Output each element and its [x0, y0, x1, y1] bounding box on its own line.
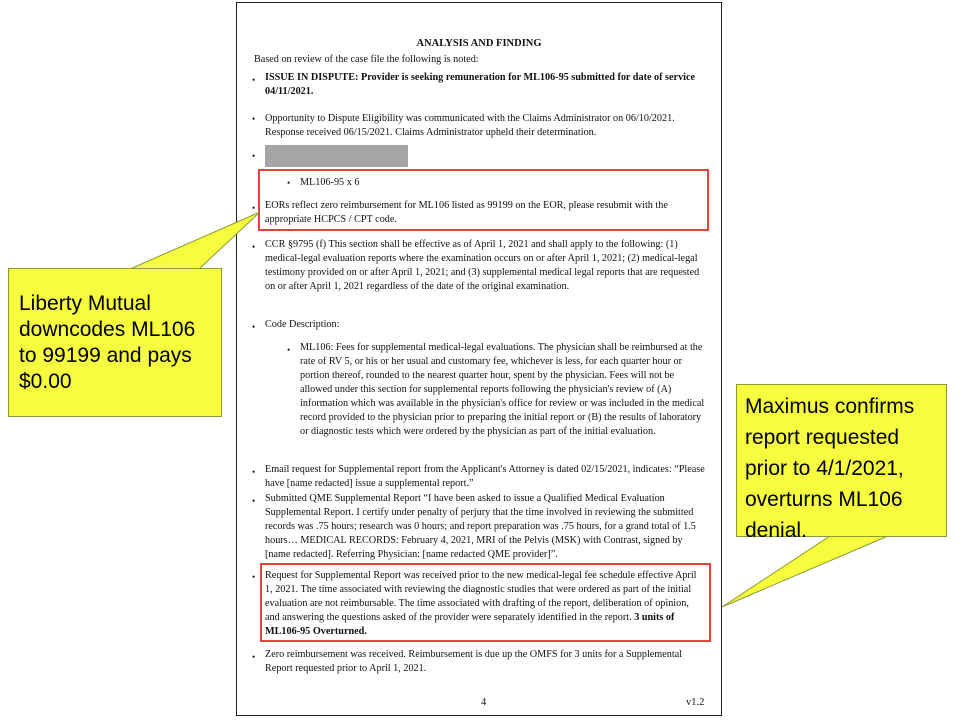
billing-subitem: ML106-95 x 6	[300, 177, 360, 188]
ml106-description: ML106: Fees for supplemental medical-legal evaluations. The physician shall be reimbursed at the rate of RV 5, or his or her usual and customary fee, whichever is less, for each quarter hour or portion thereof, rounded to the nearest quarter hour, spent by the physician. Fees will not be allowed under this section for supplemental reports following the physician's review of (A) information which was available in the physician's office for review or was included in the medical record provided to the physician prior to preparing the initial report or (B) the results of laboratory or diagnostic tests which were ordered by the physician as part of the initial evaluation.	[300, 342, 705, 437]
page-number: 4	[481, 697, 487, 708]
code-description-label: Code Description:	[265, 319, 340, 330]
bullet-icon: •	[252, 467, 256, 477]
request-finding-text: Request for Supplemental Report was received prior to the new medical-legal fee schedule effective April 1, 2021. The time associated with reviewing the diagnostic studies that were ordered as part of the initial evaluation are not reimbursable. The time associated with drafting of the report, deliberation of opinion, and answering the questions asked of the provider were separately identified in the report.	[265, 570, 697, 623]
maximus-callout-pointer	[722, 536, 888, 607]
issue-label: ISSUE IN DISPUTE	[265, 72, 356, 83]
email-request-paragraph: Email request for Supplemental report from the Applicant's Attorney is dated 02/15/2021, indicates: “Please have [name redacted] issue a supplemental report.”	[265, 464, 705, 489]
bullet-icon: •	[252, 242, 256, 252]
opportunity-paragraph: Opportunity to Dispute Eligibility was communicated with the Claims Administrator on 06/10/2021. Response received 06/15/2021. Claims Administrator upheld their determination.	[265, 113, 675, 138]
bullet-icon: •	[252, 496, 256, 506]
version-label: v1.2	[686, 697, 705, 708]
page-title: ANALYSIS AND FINDING	[416, 38, 542, 49]
maximus-callout	[736, 384, 947, 542]
liberty-callout-pointer	[130, 212, 260, 269]
submitted-qme-paragraph: Submitted QME Supplemental Report “I have been asked to issue a Qualified Medical Evaluation Supplemental Report. I certify under penalty of perjury that the time involved in reviewing the submitted records was .75 hours; research was 0 hours; and report preparation was .75 hours, for a grand total of 1.5 hours… MEDICAL RECORDS: February 4, 2021, MRI of the Pelvis (MSK) with Contrast, signed by [name redacted]. Referring Physician: [name redacted QME provider]”.	[265, 493, 696, 560]
intro-text: Based on review of the case file the following is noted:	[254, 54, 479, 65]
bullet-icon: •	[287, 178, 291, 188]
issue-text: : Provider is seeking remuneration for ML106-95 submitted for date of service 04/11/2021.	[265, 72, 696, 97]
bullet-icon: •	[252, 151, 256, 161]
overturned-text: 3 units of ML106-95 Overturned.	[265, 612, 675, 637]
zero-reimbursement-paragraph: Zero reimbursement was received. Reimbursement is due up the OMFS for 3 units for a Supplemental Report requested prior to April 1, 2021.	[265, 649, 683, 674]
ccr-paragraph: CCR §9795 (f) This section shall be effective as of April 1, 2021 and shall apply to the following: (1) medical-legal evaluation reports where the examination occurs on or after April 1, 2021; (2) medical-legal testimony provided on or after April 1, 2021; and (3) supplemental medical legal reports that are requested on or after April 1, 2021 regardless of the date of the original examination.	[265, 239, 700, 292]
liberty-callout-text: Liberty Mutual downcodes ML106 to 99199 and pays $0.00	[19, 292, 196, 393]
bullet-icon: •	[252, 203, 256, 213]
bullet-icon: •	[252, 652, 256, 662]
bullet-icon: •	[252, 75, 256, 85]
bullet-icon: •	[252, 114, 256, 124]
eor-paragraph: EORs reflect zero reimbursement for ML106 listed as 99199 on the EOR, please resubmit with the appropriate HCPCS / CPT code.	[265, 200, 668, 225]
maximus-callout-text: Maximus confirms report requested prior to 4/1/2021, overturns ML106 denial.	[745, 395, 915, 542]
bullet-icon: •	[252, 572, 256, 582]
liberty-mutual-callout	[8, 268, 222, 417]
bullet-icon: •	[287, 345, 291, 355]
bullet-icon: •	[252, 322, 256, 332]
